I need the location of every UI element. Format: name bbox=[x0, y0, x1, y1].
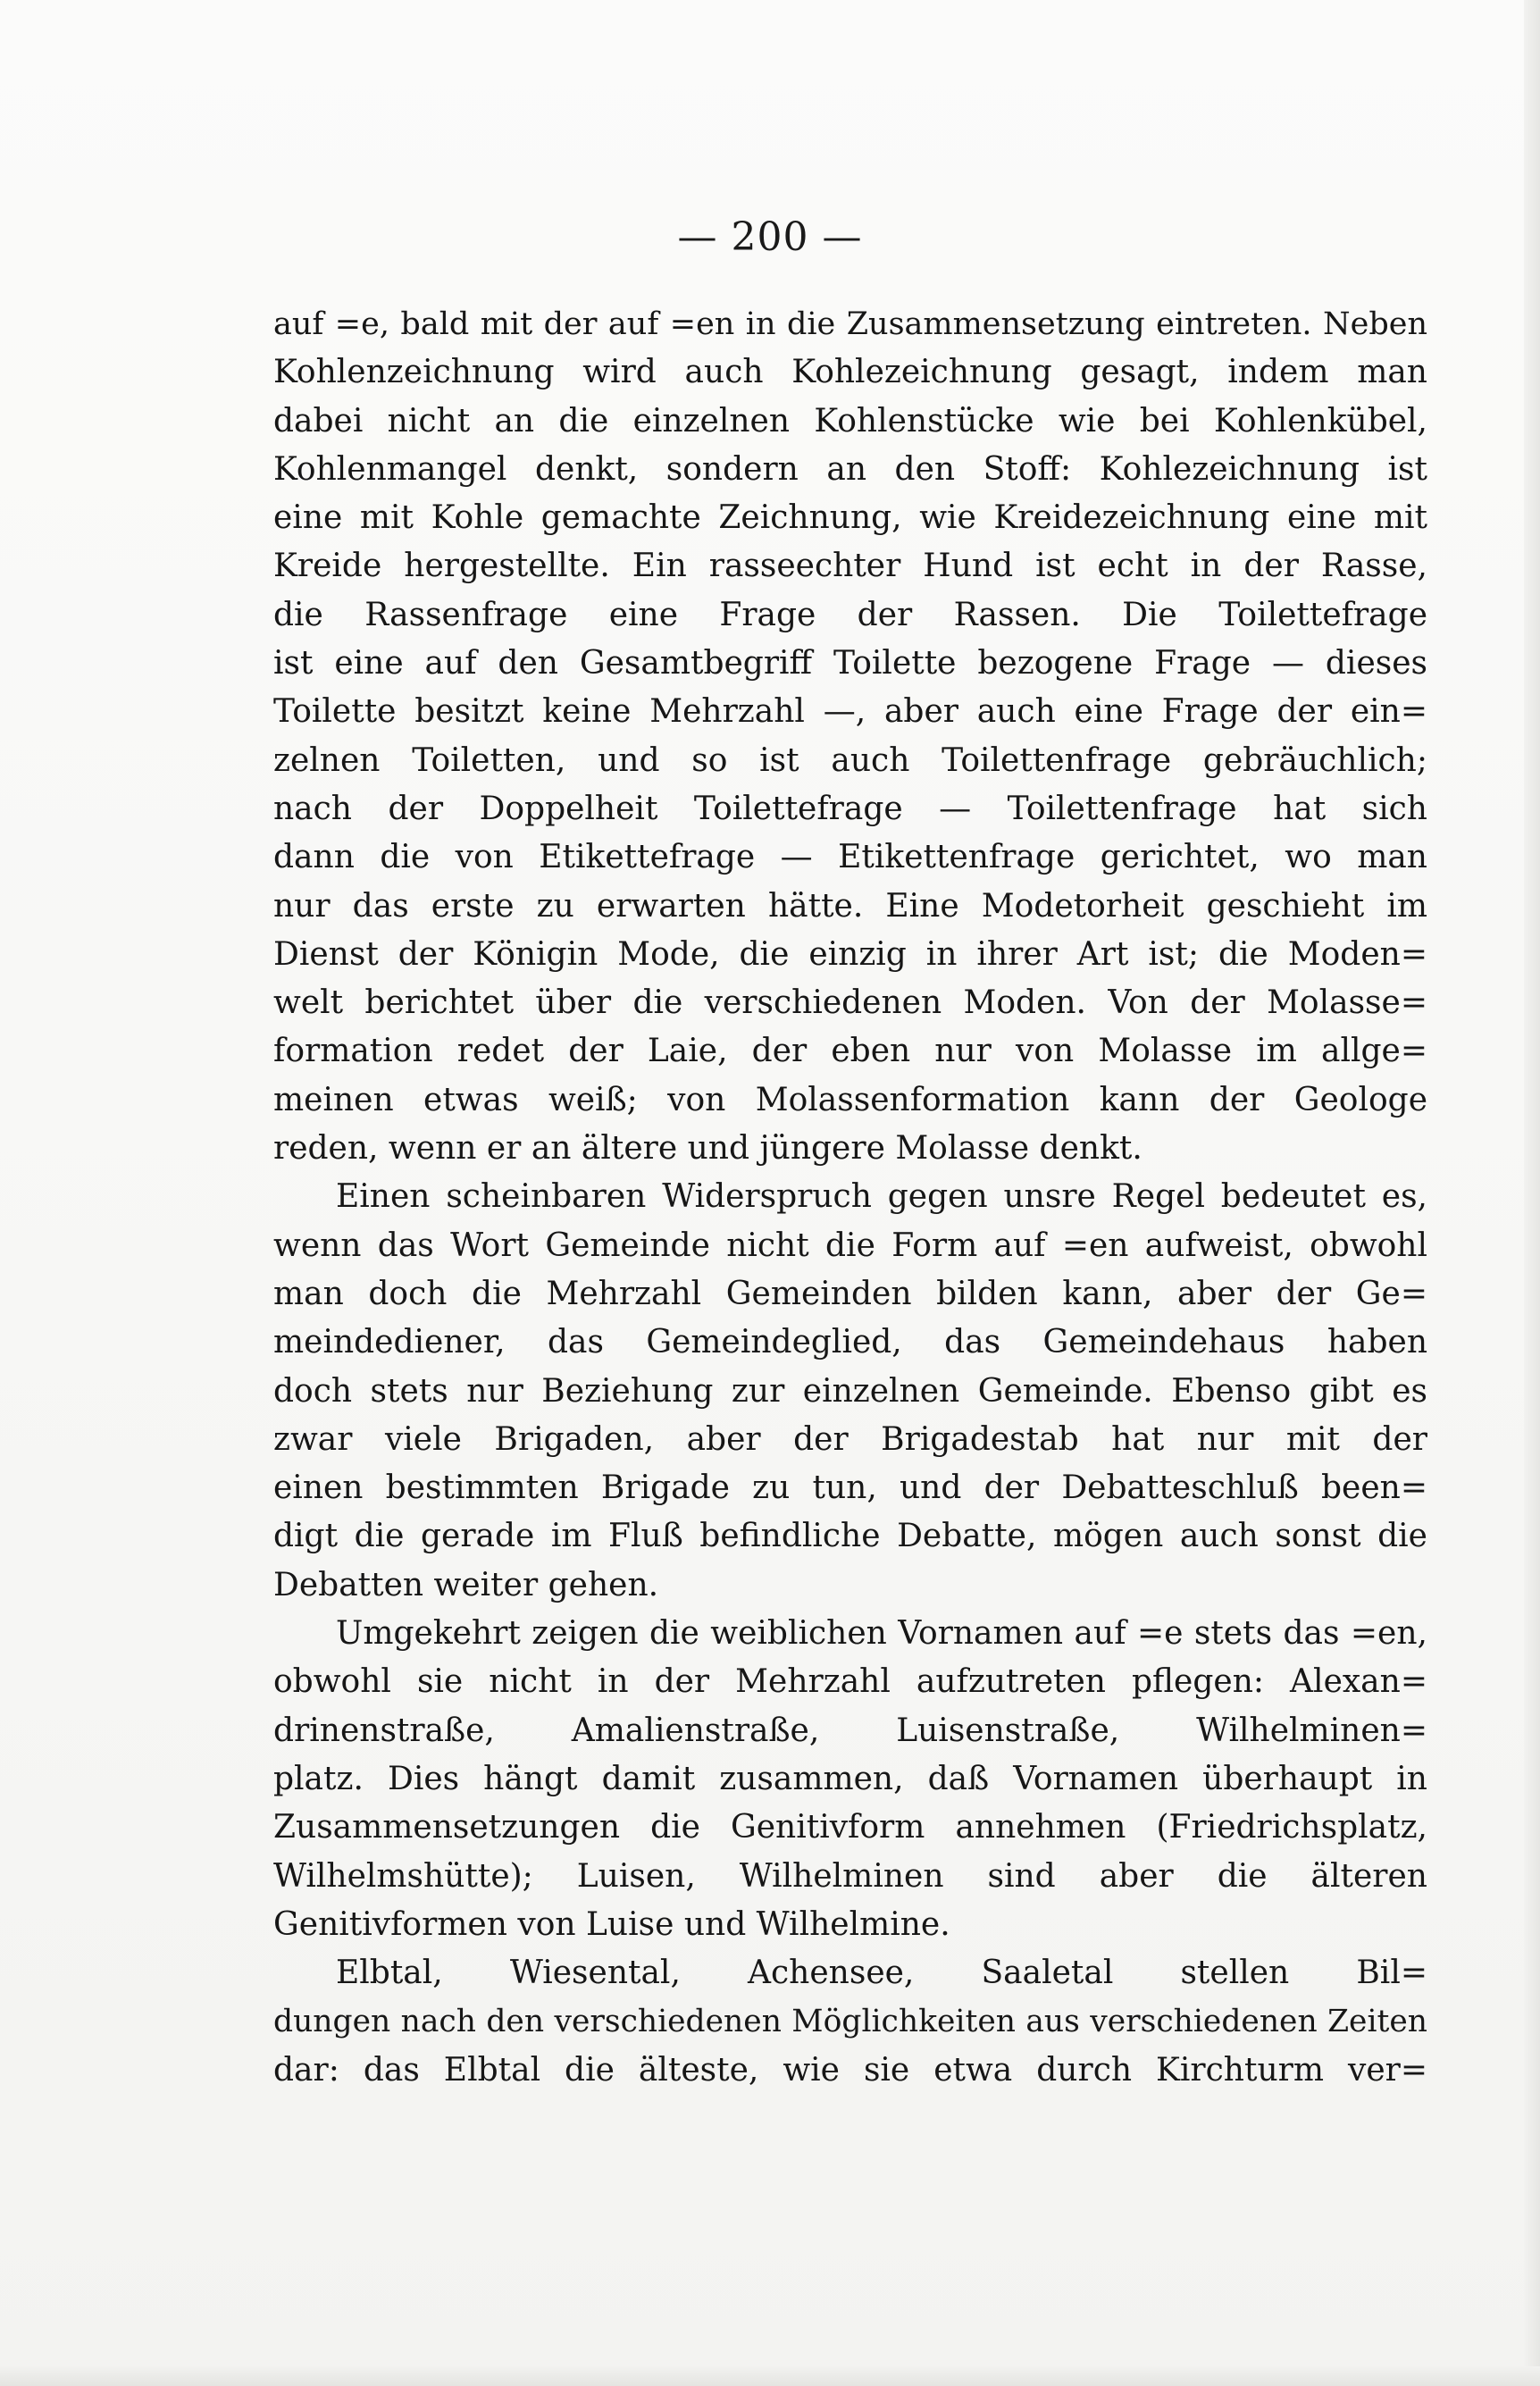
page-edge-shadow-bottom bbox=[0, 2366, 1540, 2386]
text-line: dungen nach den verschiedenen Möglichkeiten aus verschiedenen Zeiten bbox=[273, 2004, 1427, 2040]
text-line: Zusammensetzungen die Genitivform annehmen (Friedrichsplatz, bbox=[273, 1809, 1427, 1846]
page-edge-shadow-right bbox=[1524, 0, 1540, 2386]
text-line: die Rassenfrage eine Frage der Rassen. Die Toilettefrage bbox=[273, 596, 1427, 633]
text-line: einen bestimmten Brigade zu tun, und der Debatteschluß been= bbox=[273, 1469, 1427, 1507]
text-line: zwar viele Brigaden, aber der Brigadestab hat nur mit der bbox=[273, 1420, 1427, 1458]
text-line: drinenstraße, Amalienstraße, Luisenstraße, Wilhelminen= bbox=[273, 1712, 1427, 1749]
page-number: — 200 — bbox=[677, 214, 863, 260]
text-line: doch stets nur Beziehung zur einzelnen Gemeinde. Ebenso gibt es bbox=[273, 1372, 1427, 1410]
text-line: meinen etwas weiß; von Molassenformation kann der Geologe bbox=[273, 1081, 1427, 1118]
text-line: zelnen Toiletten, und so ist auch Toilettenfrage gebräuchlich; bbox=[273, 741, 1427, 779]
paragraph-3 bbox=[273, 1610, 1427, 1949]
text-line: formation redet der Laie, der eben nur von Molasse im allge= bbox=[273, 1033, 1427, 1070]
text-line: meindediener, das Gemeindeglied, das Gemeindehaus haben bbox=[273, 1324, 1427, 1361]
text-line: nur das erste zu erwarten hätte. Eine Modetorheit geschieht im bbox=[273, 887, 1427, 925]
text-line: dar: das Elbtal die älteste, wie sie etwa durch Kirchturm ver= bbox=[273, 2051, 1427, 2089]
text-line: Kreide hergestellte. Ein rasseechter Hund ist echt in der Rasse, bbox=[273, 548, 1427, 585]
text-line: digt die gerade im Fluß befindliche Debatte, mögen auch sonst die bbox=[273, 1518, 1427, 1555]
text-line: Kohlenmangel denkt, sondern an den Stoff: Kohlezeichnung ist bbox=[273, 450, 1427, 488]
paragraph-4 bbox=[273, 1949, 1427, 2095]
body-text bbox=[273, 300, 1427, 2095]
text-line: eine mit Kohle gemachte Zeichnung, wie Kreidezeichnung eine mit bbox=[273, 499, 1427, 537]
text-line: auf =e, bald mit der auf =en in die Zusammensetzung eintreten. Neben bbox=[273, 306, 1427, 342]
text-line: ist eine auf den Gesamtbegriff Toilette bezogene Frage — dieses bbox=[273, 645, 1427, 682]
text-line: wenn das Wort Gemeinde nicht die Form auf =en aufweist, obwohl bbox=[273, 1226, 1427, 1264]
text-line: Genitivformen von Luise und Wilhelmine. bbox=[273, 1905, 950, 1943]
text-line: Dienst der Königin Mode, die einzig in ihrer Art ist; die Moden= bbox=[273, 935, 1427, 973]
text-line: dann die von Etikettefrage — Etikettenfrage gerichtet, wo man bbox=[273, 839, 1427, 876]
text-line: nach der Doppelheit Toilettefrage — Toilettenfrage hat sich bbox=[273, 790, 1427, 827]
text-line: Toilette besitzt keine Mehrzahl —, aber auch eine Frage der ein= bbox=[273, 693, 1427, 731]
text-line: Umgekehrt zeigen die weiblichen Vornamen auf =e stets das =en, bbox=[336, 1615, 1427, 1653]
text-line: obwohl sie nicht in der Mehrzahl aufzutreten pflegen: Alexan= bbox=[273, 1663, 1427, 1701]
text-line: man doch die Mehrzahl Gemeinden bilden kann, aber der Ge= bbox=[273, 1275, 1427, 1312]
text-line: Einen scheinbaren Widerspruch gegen unsre Regel bedeutet es, bbox=[336, 1178, 1427, 1216]
text-line: Wilhelmshütte); Luisen, Wilhelminen sind aber die älteren bbox=[273, 1857, 1427, 1895]
paragraph-1 bbox=[273, 300, 1427, 1173]
text-line: Debatten weiter gehen. bbox=[273, 1566, 659, 1603]
text-line: platz. Dies hängt damit zusammen, daß Vornamen überhaupt in bbox=[273, 1760, 1427, 1797]
text-line: Elbtal, Wiesental, Achensee, Saaletal stellen Bil= bbox=[336, 1955, 1427, 1992]
paragraph-2 bbox=[273, 1173, 1427, 1610]
text-line: welt berichtet über die verschiedenen Moden. Von der Molasse= bbox=[273, 984, 1427, 1022]
text-line: Kohlenzeichnung wird auch Kohlezeichnung gesagt, indem man bbox=[273, 354, 1427, 391]
text-line: reden, wenn er an ältere und jüngere Molasse denkt. bbox=[273, 1130, 1142, 1168]
text-line: dabei nicht an die einzelnen Kohlenstücke wie bei Kohlenkübel, bbox=[273, 402, 1427, 440]
